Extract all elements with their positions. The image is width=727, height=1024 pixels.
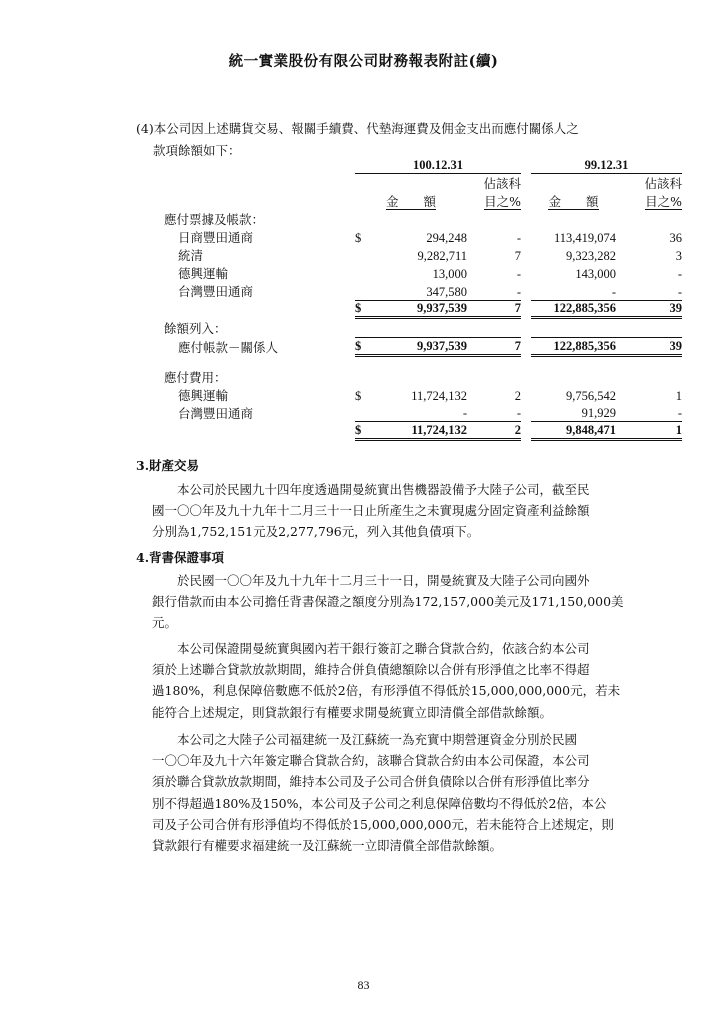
table-row [150,246,682,264]
currency-symbol [355,246,371,264]
total-pct-prior: 1 [616,422,682,440]
section-label-row [150,318,682,338]
section-label: 應付費用： [164,369,227,385]
total-amount-prior: 122,885,356 [531,338,616,356]
total-amount-current: 9,937,539 [371,338,467,356]
paragraph-line: 於民國一〇〇年及九十九年十二月三十一日，開曼統實及大陸子公司向國外 [177,573,590,588]
currency-symbol [355,404,371,422]
row-name: 德興運輸 [178,266,229,282]
amount-prior: - [611,284,616,299]
period-header-current: 100.12.31 [355,156,521,174]
row-name: 日商豐田通商 [178,230,254,246]
spacer-row [150,356,682,368]
section-label: 餘額列入： [164,321,227,337]
page-title: 統一實業股份有限公司財務報表附註(續) [228,53,499,70]
pct-current: - [516,406,521,421]
pct-current: - [516,267,521,282]
paragraph-line: 國一〇〇年及九十九年十二月三十一日止所產生之未實現處分固定資產利益餘額 [152,503,590,519]
pct-current: - [516,284,521,299]
paragraph-line: 須於聯合貸款放款期間，維持本公司及子公司合併負債除以合併有形淨值比率分 [152,774,590,790]
table-row [150,264,682,282]
table-row [150,386,682,404]
row-name: 台灣豐田通商 [178,284,254,300]
amount-header-prior: 金 額 [548,194,599,210]
currency-symbol: $ [355,388,362,403]
pct-prior: - [677,284,682,299]
table-row [150,228,682,246]
currency-symbol: $ [355,300,371,318]
amount-prior: 9,756,542 [566,388,616,403]
paragraph-line: 貸款銀行有權要求福建統一及江蘇統一立即清償全部借款餘額。 [152,838,503,854]
paragraph-line: 別不得超過180%及150%，本公司及子公司之利息保障倍數均不得低於2倍，本公 [152,795,607,811]
row-name: 應付帳款－關係人 [178,339,279,355]
page-number: 83 [357,978,370,992]
amount-current: 11,724,132 [411,388,467,403]
amount-header-current: 金 額 [385,194,436,210]
related-party-payables-table [150,156,682,441]
paragraph-line: 一〇〇年及九十六年簽定聯合貸款合約，該聯合貸款合約由本公司保證，本公司 [152,753,590,769]
amount-current: 294,248 [426,231,467,246]
amount-prior: 91,929 [581,406,616,421]
guarantees-paragraph-3 [152,729,676,856]
amount-current: 13,000 [432,267,467,282]
total-row [150,300,682,318]
amount-prior: 9,323,282 [566,249,616,264]
pct-prior: 3 [675,249,682,264]
pct-prior: 36 [669,231,682,246]
pct-current: 7 [514,249,521,264]
total-pct-current: 2 [467,422,521,440]
guarantees-paragraph-2 [152,638,676,723]
currency-symbol: $ [355,422,371,440]
row-name: 台灣豐田通商 [178,405,254,421]
paragraph-line: 本公司於民國九十四年度透過開曼統實出售機器設備予大陸子公司，截至民 [177,482,590,497]
paragraph-line: 司及子公司合併有形淨值均不得低於15,000,000,000元，若未能符合上述規定，則 [152,816,614,832]
pct-header-current-line1: 佔該科 [483,176,521,192]
amount-prior: 113,419,074 [553,231,616,246]
pct-prior: - [677,406,682,421]
paragraph-line: 過180%，利息保障倍數應不低於2倍，有形淨值不得低於15,000,000,000元，若未 [152,683,621,699]
total-amount-prior: 122,885,356 [531,300,616,318]
pct-prior: 1 [675,388,682,403]
pct-header-prior-line1: 佔該科 [644,176,682,192]
currency-symbol: $ [355,338,371,356]
guarantees-paragraph-1 [152,570,676,634]
pct-header-current-line2: 目之% [484,194,521,210]
paragraph-line: 銀行借款而由本公司擔任背書保證之額度分別為172,157,000美元及171,150,000美 [152,594,624,610]
section-label: 應付票據及帳款： [164,212,265,228]
paragraph-line: 本公司保證開曼統實與國內若干銀行簽訂之聯合貸款合約，依該合約本公司 [177,641,590,656]
currency-symbol [355,282,371,300]
paragraph-line: 須於上述聯合貸款放款期間，維持合併負債總額除以合併有形淨值之比率不得超 [152,662,590,678]
table-subheader-row-1 [150,174,682,193]
property-transactions-paragraph [152,479,676,543]
paragraph-line: 元。 [152,615,178,631]
total-pct-prior: 39 [616,300,682,318]
total-pct-current: 7 [467,300,521,318]
paragraph-line: 本公司之大陸子公司福建統一及江蘇統一為充實中期營運資金分別於民國 [177,732,578,747]
intro-line-1: (4)本公司因上述購貨交易、報關手續費、代墊海運費及佣金支出而應付關係人之 [136,121,579,136]
table-period-row [150,156,682,174]
currency-symbol: $ [355,231,362,246]
period-header-prior: 99.12.31 [531,156,682,174]
pct-current: - [516,231,521,246]
amount-current: 9,282,711 [417,249,467,264]
paragraph-line: 能符合上述規定，則貸款銀行有權要求開曼統實立即清償全部借款餘額。 [152,704,553,720]
total-pct-current: 7 [467,338,521,356]
section-label-row [150,368,682,386]
pct-current: 2 [514,388,521,403]
total-amount-prior: 9,848,471 [531,422,616,440]
paragraph-line: 分別為1,752,151元及2,277,796元，列入其他負債項下。 [152,524,480,540]
pct-header-prior-line2: 目之% [645,194,682,210]
pct-prior: - [677,267,682,282]
total-pct-prior: 39 [616,338,682,356]
row-name: 德興運輸 [178,387,229,403]
total-row [150,338,682,356]
amount-prior: 143,000 [575,267,616,282]
table-row [150,404,682,422]
intro-line-2: 款項餘額如下： [153,143,241,158]
section-heading-property-transactions: 3.財產交易 [136,458,200,473]
total-row [150,422,682,440]
table-subheader-row-2 [150,192,682,210]
amount-current: 347,580 [426,284,467,299]
table-row [150,282,682,300]
section-heading-guarantees: 4.背書保證事項 [136,550,225,565]
amount-current: - [462,406,467,421]
total-amount-current: 11,724,132 [371,422,467,440]
row-name: 統清 [178,248,204,264]
total-amount-current: 9,937,539 [371,300,467,318]
currency-symbol [355,264,371,282]
section-label-row [150,210,682,228]
